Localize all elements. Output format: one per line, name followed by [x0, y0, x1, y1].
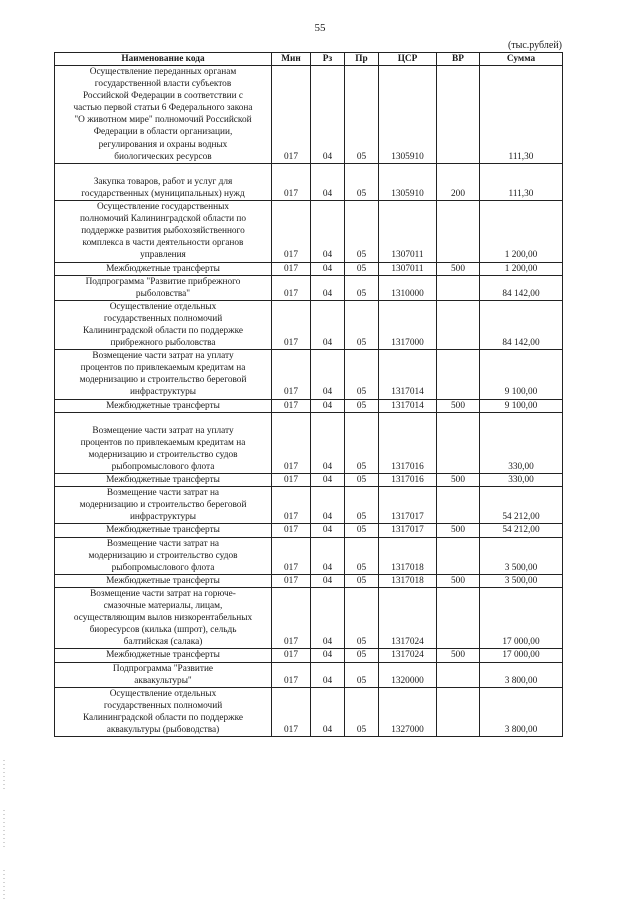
cell-csr: 1310000 [379, 275, 437, 300]
cell-vr [437, 300, 480, 349]
cell-name: Закупка товаров, работ и услуг для государственных (муниципальных) нужд [55, 163, 272, 200]
cell-rz: 04 [311, 399, 345, 412]
table-row [55, 300, 563, 349]
cell-rz: 04 [311, 262, 345, 275]
cell-min: 017 [272, 524, 311, 537]
cell-min: 017 [272, 300, 311, 349]
cell-min: 017 [272, 537, 311, 574]
cell-vr: 500 [437, 474, 480, 487]
cell-rz: 04 [311, 66, 345, 164]
cell-csr: 1317018 [379, 537, 437, 574]
cell-vr: 500 [437, 574, 480, 587]
cell-sum: 54 212,00 [480, 487, 563, 524]
cell-sum: 3 500,00 [480, 574, 563, 587]
cell-csr: 1317014 [379, 399, 437, 412]
cell-min: 017 [272, 262, 311, 275]
cell-vr [437, 66, 480, 164]
cell-pr: 05 [345, 574, 379, 587]
cell-pr: 05 [345, 524, 379, 537]
cell-pr: 05 [345, 474, 379, 487]
cell-sum: 1 200,00 [480, 201, 563, 262]
cell-sum: 54 212,00 [480, 524, 563, 537]
cell-name: Осуществление отдельных государственных полномочий Калининградской области по поддержке аквакультуры (рыбоводства) [55, 687, 272, 736]
cell-name: Межбюджетные трансферты [55, 474, 272, 487]
table-row [55, 662, 563, 687]
cell-csr: 1320000 [379, 662, 437, 687]
cell-rz: 04 [311, 587, 345, 648]
cell-sum: 9 100,00 [480, 399, 563, 412]
cell-sum: 84 142,00 [480, 300, 563, 349]
cell-name: Межбюджетные трансферты [55, 399, 272, 412]
cell-vr [437, 662, 480, 687]
cell-csr: 1307011 [379, 201, 437, 262]
cell-name: Подпрограмма "Развитие прибрежного рыболовства" [55, 275, 272, 300]
table-row [55, 262, 563, 275]
cell-name: Межбюджетные трансферты [55, 574, 272, 587]
cell-rz: 04 [311, 275, 345, 300]
cell-pr: 05 [345, 537, 379, 574]
cell-min: 017 [272, 474, 311, 487]
cell-csr: 1305910 [379, 163, 437, 200]
header-min: Мин [272, 53, 311, 66]
table-row [55, 649, 563, 662]
table-row [55, 275, 563, 300]
cell-vr [437, 350, 480, 399]
header-csr: ЦСР [379, 53, 437, 66]
cell-min: 017 [272, 649, 311, 662]
cell-name: Осуществление государственных полномочий Калининградской области по поддержке развития рыбохозяйственного комплекса в части деятельности органов управления [55, 201, 272, 262]
scan-edge-marks [0, 760, 8, 900]
cell-name: Возмещение части затрат на модернизацию и строительство береговой инфраструктуры [55, 487, 272, 524]
cell-pr: 05 [345, 275, 379, 300]
cell-pr: 05 [345, 649, 379, 662]
header-name: Наименование кода [55, 53, 272, 66]
table-row [55, 474, 563, 487]
table-row [55, 524, 563, 537]
cell-name: Возмещение части затрат на уплату процентов по привлекаемым кредитам на модернизацию и строительство судов рыбопромыслового флота [55, 412, 272, 473]
header-pr: Пр [345, 53, 379, 66]
table-row [55, 201, 563, 262]
cell-csr: 1317016 [379, 412, 437, 473]
cell-min: 017 [272, 275, 311, 300]
cell-name: Межбюджетные трансферты [55, 649, 272, 662]
cell-min: 017 [272, 201, 311, 262]
cell-sum: 17 000,00 [480, 587, 563, 648]
cell-csr: 1317024 [379, 587, 437, 648]
cell-csr: 1317000 [379, 300, 437, 349]
cell-pr: 05 [345, 412, 379, 473]
cell-rz: 04 [311, 487, 345, 524]
cell-vr: 500 [437, 524, 480, 537]
cell-vr [437, 537, 480, 574]
cell-sum: 330,00 [480, 412, 563, 473]
cell-csr: 1317017 [379, 524, 437, 537]
cell-pr: 05 [345, 487, 379, 524]
cell-sum: 9 100,00 [480, 350, 563, 399]
cell-name: Возмещение части затрат на горюче- смазочные материалы, лицам, осуществляющим вылов низкорентабельных биоресурсов (килька (шпрот), сельдь балтийская (салака) [55, 587, 272, 648]
cell-csr: 1327000 [379, 687, 437, 736]
cell-pr: 05 [345, 262, 379, 275]
cell-name: Возмещение части затрат на модернизацию и строительство судов рыбопромыслового флота [55, 537, 272, 574]
cell-rz: 04 [311, 350, 345, 399]
cell-pr: 05 [345, 201, 379, 262]
cell-csr: 1317017 [379, 487, 437, 524]
table-row [55, 412, 563, 473]
cell-sum: 111,30 [480, 66, 563, 164]
cell-rz: 04 [311, 662, 345, 687]
cell-min: 017 [272, 687, 311, 736]
cell-rz: 04 [311, 649, 345, 662]
cell-vr [437, 201, 480, 262]
cell-name: Межбюджетные трансферты [55, 524, 272, 537]
table-header-row [55, 53, 563, 66]
cell-rz: 04 [311, 474, 345, 487]
cell-vr: 500 [437, 399, 480, 412]
table-row [55, 687, 563, 736]
cell-vr: 500 [437, 649, 480, 662]
table-row [55, 399, 563, 412]
cell-rz: 04 [311, 163, 345, 200]
cell-vr: 200 [437, 163, 480, 200]
cell-vr [437, 412, 480, 473]
cell-sum: 84 142,00 [480, 275, 563, 300]
table-row [55, 487, 563, 524]
cell-rz: 04 [311, 524, 345, 537]
cell-sum: 111,30 [480, 163, 563, 200]
cell-vr [437, 487, 480, 524]
cell-min: 017 [272, 574, 311, 587]
budget-table [54, 52, 563, 737]
cell-rz: 04 [311, 412, 345, 473]
table-row [55, 163, 563, 200]
cell-min: 017 [272, 350, 311, 399]
table-row [55, 350, 563, 399]
cell-min: 017 [272, 487, 311, 524]
cell-vr [437, 275, 480, 300]
cell-name: Осуществление переданных органам государственной власти субъектов Российской Федерации в соответствии с частью первой статьи 6 Федерального закона "О животном мире" полномочий Российской Федерации в области организации, регулирования и охраны водных биологических ресурсов [55, 66, 272, 164]
cell-csr: 1305910 [379, 66, 437, 164]
table-row [55, 574, 563, 587]
cell-pr: 05 [345, 300, 379, 349]
cell-pr: 05 [345, 163, 379, 200]
cell-sum: 1 200,00 [480, 262, 563, 275]
cell-csr: 1307011 [379, 262, 437, 275]
cell-sum: 17 000,00 [480, 649, 563, 662]
cell-min: 017 [272, 412, 311, 473]
header-rz: Рз [311, 53, 345, 66]
header-sum: Сумма [480, 53, 563, 66]
cell-rz: 04 [311, 574, 345, 587]
cell-name: Межбюджетные трансферты [55, 262, 272, 275]
cell-min: 017 [272, 399, 311, 412]
cell-pr: 05 [345, 399, 379, 412]
cell-pr: 05 [345, 66, 379, 164]
table-row [55, 66, 563, 164]
cell-name: Подпрограмма "Развитие аквакультуры" [55, 662, 272, 687]
cell-min: 017 [272, 662, 311, 687]
table-row [55, 587, 563, 648]
cell-pr: 05 [345, 350, 379, 399]
page-number: 55 [314, 22, 326, 34]
cell-vr [437, 687, 480, 736]
cell-vr [437, 587, 480, 648]
cell-csr: 1317016 [379, 474, 437, 487]
cell-sum: 330,00 [480, 474, 563, 487]
cell-csr: 1317018 [379, 574, 437, 587]
cell-vr: 500 [437, 262, 480, 275]
cell-csr: 1317014 [379, 350, 437, 399]
cell-rz: 04 [311, 201, 345, 262]
cell-name: Осуществление отдельных государственных полномочий Калининградской области по поддержке прибрежного рыболовства [55, 300, 272, 349]
cell-min: 017 [272, 163, 311, 200]
cell-csr: 1317024 [379, 649, 437, 662]
cell-pr: 05 [345, 687, 379, 736]
cell-sum: 3 800,00 [480, 662, 563, 687]
units-label: (тыс.рублей) [507, 40, 562, 51]
cell-name: Возмещение части затрат на уплату процентов по привлекаемым кредитам на модернизацию и строительство береговой инфраструктуры [55, 350, 272, 399]
cell-min: 017 [272, 66, 311, 164]
cell-rz: 04 [311, 687, 345, 736]
table-row [55, 537, 563, 574]
header-vr: ВР [437, 53, 480, 66]
cell-rz: 04 [311, 537, 345, 574]
cell-sum: 3 500,00 [480, 537, 563, 574]
cell-rz: 04 [311, 300, 345, 349]
cell-pr: 05 [345, 662, 379, 687]
cell-sum: 3 800,00 [480, 687, 563, 736]
cell-min: 017 [272, 587, 311, 648]
cell-pr: 05 [345, 587, 379, 648]
